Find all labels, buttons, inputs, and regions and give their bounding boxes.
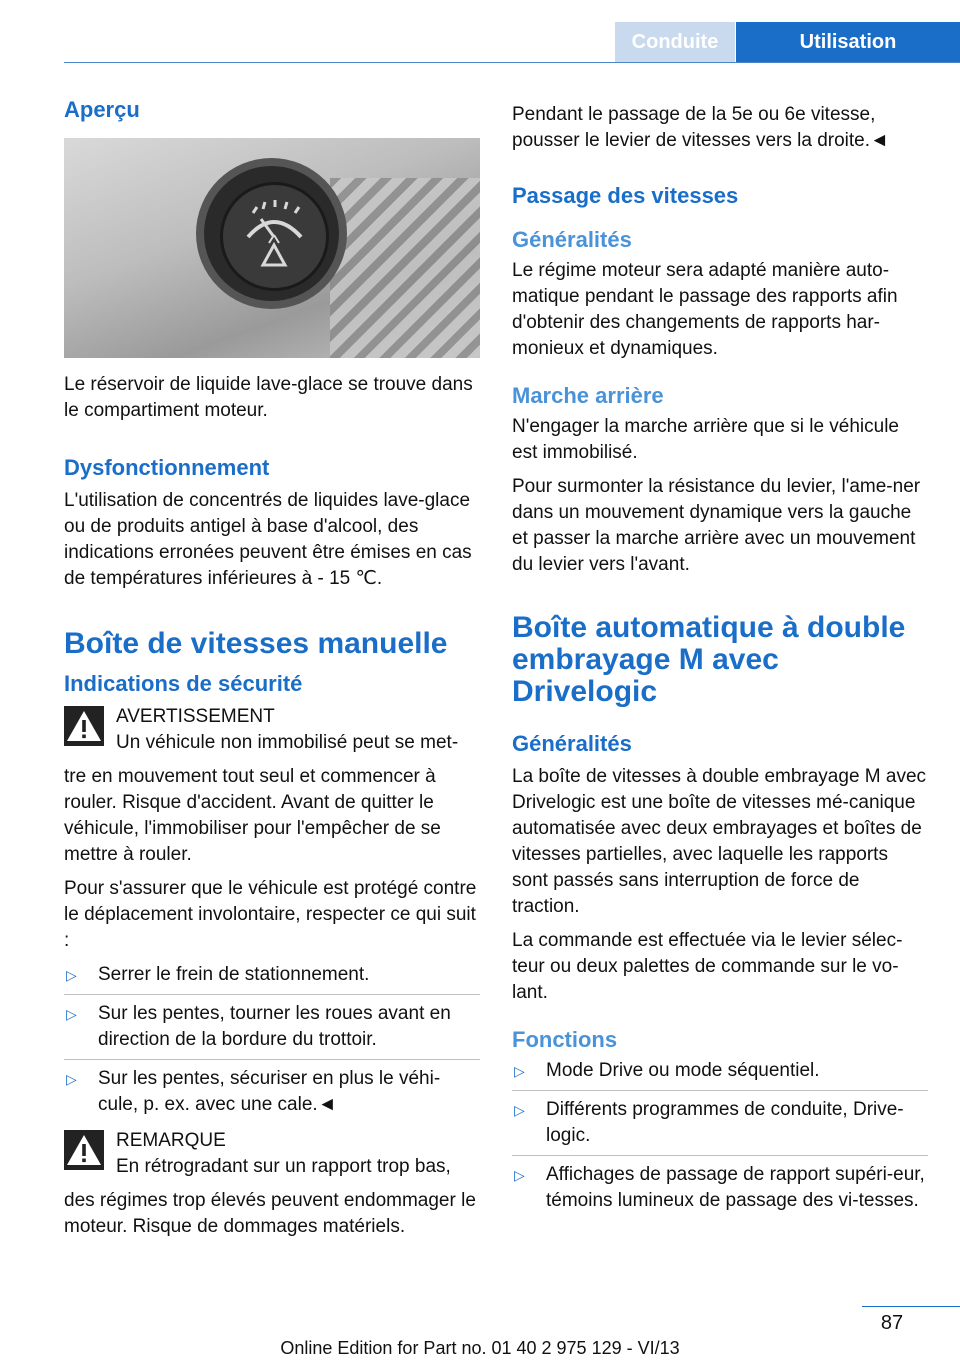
marche-arriere-text-2: Pour surmonter la résistance du levier, l'ame-ner dans un mouvement dynamique vers la gauche et passer la marche arrière avec un mouvement du levier vers l'avant. [512, 476, 921, 575]
list-item-text: Affichages de passage de rapport supéri-eur, témoins lumineux de passage des vi-tesses. [546, 1164, 925, 1211]
warning-block-2 [64, 1128, 480, 1180]
generalites-2-text-2: La commande est effectuée via le levier sélec-teur ou deux palettes de commande sur le vo-lant. [512, 930, 903, 1003]
list-item [64, 1001, 480, 1053]
pour-text: Pour s'assurer que le véhicule est protégé contre le déplacement involontaire, respecter ce qui suit : [64, 878, 477, 951]
triangle-bullet-icon: ▷ [66, 1071, 77, 1087]
tab-utilisation[interactable]: Utilisation [736, 22, 960, 62]
warning-1-title: AVERTISSEMENT [116, 706, 275, 727]
edition-footer: Online Edition for Part no. 01 40 2 975 129 - VI/13 [280, 1338, 680, 1358]
passage-heading: Passage des vitesses [512, 183, 739, 208]
dysfonctionnement-text: L'utilisation de concentrés de liquides lave-glace ou de produits antigel à base d'alcool, des indications erronées peuvent être émises en cas de températures inférieures à - 15 ℃. [64, 490, 472, 589]
footer-rule [862, 1306, 960, 1307]
page-number: 87 [880, 1312, 904, 1334]
warning-2-text: des régimes trop élevés peuvent endommager le moteur. Risque de dommages matériels. [64, 1190, 476, 1237]
warning-2-first-line: En rétrogradant sur un rapport trop bas, [116, 1156, 451, 1177]
securite-heading: Indications de sécurité [64, 671, 303, 696]
dysfonctionnement-heading: Dysfonctionnement [64, 455, 270, 480]
list-item-text: Sur les pentes, sécuriser en plus le véhi-cule, p. ex. avec une cale.◄ [98, 1068, 441, 1115]
list-item [512, 1162, 928, 1214]
generalites-1-text: Le régime moteur sera adapté manière auto-matique pendant le passage des rapports afin d'obtenir des changements de rapports har-monieux et dynamiques. [512, 260, 898, 359]
intro-text: Pendant le passage de la 5e ou 6e vitesse, pousser le levier de vitesses vers la droite.◄ [512, 104, 889, 151]
triangle-bullet-icon: ▷ [514, 1167, 525, 1183]
triangle-bullet-icon: ▷ [66, 967, 77, 983]
warning-block-1 [64, 704, 480, 756]
list-item [512, 1058, 928, 1084]
right-column [512, 102, 928, 1222]
warning-2-title: REMARQUE [116, 1130, 226, 1151]
list-item [64, 962, 480, 988]
list-divider [512, 1155, 928, 1156]
boite-auto-heading: Boîte automatique à double embrayage M avec Drivelogic [512, 611, 906, 708]
triangle-bullet-icon: ▷ [66, 1006, 77, 1022]
list-divider [64, 1059, 480, 1060]
triangle-bullet-icon: ▷ [514, 1102, 525, 1118]
list-item-text: Sur les pentes, tourner les roues avant en direction de la bordure du trottoir. [98, 1003, 451, 1050]
warning-1-first-line: Un véhicule non immobilisé peut se met- [116, 732, 459, 753]
list-item [64, 1066, 480, 1118]
generalites-2-text-1: La boîte de vitesses à double embrayage M avec Drivelogic est une boîte de vitesses mé-canique automatisée avec deux embrayages et boîtes de vitesses partielles, avec laquelle les rapports sont passés sans interruption de force de traction. [512, 766, 927, 917]
boite-manuelle-heading: Boîte de vitesses manuelle [64, 627, 448, 660]
apercu-heading: Aperçu [64, 97, 140, 122]
triangle-bullet-icon: ▷ [514, 1063, 525, 1079]
warning-1-text: tre en mouvement tout seul et commencer à rouler. Risque d'accident. Avant de quitter le véhicule, l'immobiliser pour l'empêcher de se mettre à rouler. [64, 766, 441, 865]
apercu-text: Le réservoir de liquide lave-glace se trouve dans le compartiment moteur. [64, 374, 473, 421]
warning-triangle-icon [64, 1130, 104, 1170]
washer-symbol-icon [223, 185, 326, 288]
fonctions-list [512, 1058, 928, 1214]
marche-arriere-heading: Marche arrière [512, 383, 664, 408]
washer-fluid-cap-photo [64, 138, 480, 358]
securite-list [64, 962, 480, 1118]
marche-arriere-text-1: N'engager la marche arrière que si le véhicule est immobilisé. [512, 416, 899, 463]
list-divider [512, 1090, 928, 1091]
list-item-text: Différents programmes de conduite, Drive-logic. [546, 1099, 904, 1146]
engine-grille [330, 178, 480, 358]
list-item-text: Mode Drive ou mode séquentiel. [546, 1060, 820, 1081]
list-item [512, 1097, 928, 1149]
warning-triangle-icon [64, 706, 104, 746]
header-rule [64, 62, 960, 63]
generalites-2-heading: Généralités [512, 731, 632, 756]
list-divider [64, 994, 480, 995]
tab-conduite[interactable]: Conduite [615, 22, 735, 62]
generalites-1-heading: Généralités [512, 227, 632, 252]
cap-center [220, 182, 329, 291]
left-column [64, 96, 480, 1248]
list-item-text: Serrer le frein de stationnement. [98, 964, 370, 985]
fonctions-heading: Fonctions [512, 1027, 618, 1052]
